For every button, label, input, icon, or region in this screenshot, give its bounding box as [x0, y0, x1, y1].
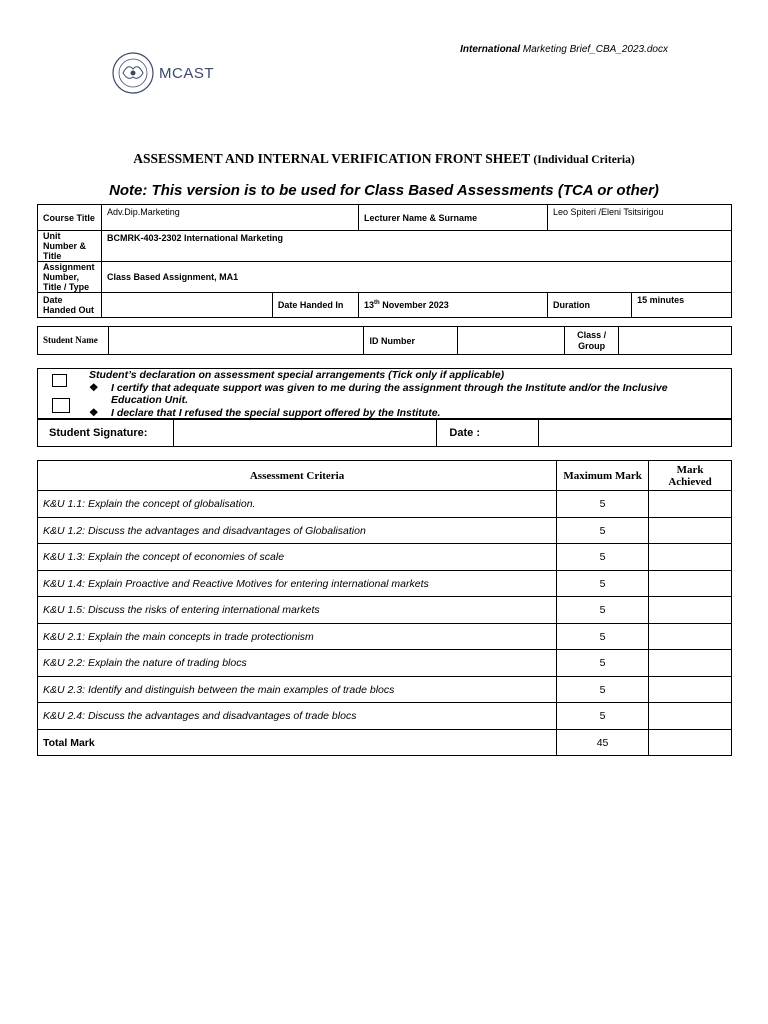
criteria-max-mark: 5	[557, 491, 649, 518]
version-note: Note: This version is to be used for Class Based Assessments (TCA or other)	[109, 182, 659, 199]
date-label: Date :	[437, 420, 539, 447]
support-refused-checkbox[interactable]	[52, 398, 70, 413]
criteria-max-mark: 5	[557, 703, 649, 730]
mcast-logo	[111, 51, 214, 95]
criteria-row	[38, 518, 732, 544]
support-given-checkbox[interactable]	[52, 374, 67, 387]
criteria-max-mark: 5	[557, 518, 649, 544]
criteria-row	[38, 544, 732, 571]
criteria-mark-achieved-field[interactable]	[649, 677, 732, 703]
signature-table	[37, 419, 732, 447]
id-number-field[interactable]	[458, 327, 565, 355]
criteria-text: K&U 2.3: Identify and distinguish between the main examples of trade blocs	[38, 677, 557, 703]
unit-label: Unit Number & Title	[38, 231, 102, 262]
criteria-text: K&U 2.2: Explain the nature of trading blocs	[38, 650, 557, 677]
criteria-mark-achieved-field[interactable]	[649, 597, 732, 624]
criteria-max-mark: 5	[557, 571, 649, 597]
criteria-mark-achieved-field[interactable]	[649, 491, 732, 518]
date-field[interactable]	[539, 420, 732, 447]
student-name-field[interactable]	[108, 327, 364, 355]
criteria-row	[38, 571, 732, 597]
lecturer-value[interactable]: Leo Spiteri /Eleni Tsitsirigou	[548, 205, 732, 231]
file-name: International Marketing Brief_CBA_2023.docx	[460, 44, 668, 55]
criteria-row	[38, 703, 732, 730]
diamond-bullet-icon: ❖	[89, 381, 99, 394]
class-group-field[interactable]	[619, 327, 732, 355]
duration-value[interactable]: 15 minutes	[632, 293, 732, 318]
declaration-item: ❖ I certify that adequate support was given to me during the assignment through the Institute and/or the Inclusive Education Unit.	[89, 381, 668, 406]
date-in-value[interactable]: 13th November 2023	[359, 293, 548, 318]
criteria-text: K&U 1.5: Discuss the risks of entering international markets	[38, 597, 557, 624]
criteria-mark-achieved-field[interactable]	[649, 518, 732, 544]
criteria-max-mark: 5	[557, 597, 649, 624]
total-row	[38, 730, 732, 756]
criteria-max-mark: 5	[557, 677, 649, 703]
max-mark-header: Maximum Mark	[557, 461, 649, 491]
page-title: ASSESSMENT AND INTERNAL VERIFICATION FRONT SHEET (Individual Criteria)	[133, 151, 635, 166]
logo-text: MCAST	[159, 64, 214, 82]
declaration-text	[89, 369, 701, 419]
criteria-row	[38, 677, 732, 703]
class-group-label: Class / Group	[565, 327, 619, 355]
assignment-label: Assignment Number, Title / Type	[38, 262, 102, 293]
id-number-label: ID Number	[364, 327, 458, 355]
date-in-label: Date Handed In	[272, 293, 358, 318]
lecturer-label: Lecturer Name & Surname	[359, 205, 548, 231]
criteria-text: K&U 1.1: Explain the concept of globalisation.	[38, 491, 557, 518]
mcast-seal-icon	[111, 51, 155, 95]
assessment-criteria-table	[37, 460, 732, 756]
criteria-mark-achieved-field[interactable]	[649, 703, 732, 730]
criteria-header: Assessment Criteria	[38, 461, 557, 491]
diamond-bullet-icon: ❖	[89, 406, 99, 419]
criteria-max-mark: 5	[557, 624, 649, 650]
date-out-value[interactable]	[101, 293, 272, 318]
criteria-mark-achieved-field[interactable]	[649, 650, 732, 677]
course-info-table	[37, 204, 732, 318]
criteria-row	[38, 597, 732, 624]
course-title-label: Course Title	[38, 205, 102, 231]
total-max-mark: 45	[557, 730, 649, 756]
student-name-label: Student Name	[38, 327, 109, 355]
declaration-heading: Student’s declaration on assessment special arrangements (Tick only if applicable)	[89, 369, 505, 381]
total-mark-label: Total Mark	[38, 730, 557, 756]
assignment-value[interactable]: Class Based Assignment, MA1	[101, 262, 731, 293]
total-mark-achieved-field[interactable]	[649, 730, 732, 756]
criteria-max-mark: 5	[557, 544, 649, 571]
criteria-row	[38, 650, 732, 677]
signature-label: Student Signature:	[38, 420, 174, 447]
mark-achieved-header: Mark Achieved	[649, 461, 732, 491]
page-subtitle: (Individual Criteria)	[533, 154, 635, 166]
date-out-label: Date Handed Out	[38, 293, 102, 318]
duration-label: Duration	[548, 293, 632, 318]
criteria-mark-achieved-field[interactable]	[649, 571, 732, 597]
unit-value[interactable]: BCMRK-403-2302 International Marketing	[101, 231, 731, 262]
declaration-item: ❖ I declare that I refused the special support offered by the Institute.	[89, 406, 441, 419]
course-title-value[interactable]: Adv.Dip.Marketing	[101, 205, 358, 231]
criteria-text: K&U 1.2: Discuss the advantages and disadvantages of Globalisation	[38, 518, 557, 544]
signature-field[interactable]	[173, 420, 437, 447]
criteria-row	[38, 491, 732, 518]
criteria-mark-achieved-field[interactable]	[649, 544, 732, 571]
criteria-mark-achieved-field[interactable]	[649, 624, 732, 650]
student-info-table	[37, 326, 732, 355]
criteria-text: K&U 1.4: Explain Proactive and Reactive Motives for entering international markets	[38, 571, 557, 597]
declaration-box	[37, 368, 732, 419]
criteria-text: K&U 2.4: Discuss the advantages and disadvantages of trade blocs	[38, 703, 557, 730]
criteria-row	[38, 624, 732, 650]
criteria-text: K&U 1.3: Explain the concept of economies of scale	[38, 544, 557, 571]
criteria-text: K&U 2.1: Explain the main concepts in trade protectionism	[38, 624, 557, 650]
criteria-max-mark: 5	[557, 650, 649, 677]
